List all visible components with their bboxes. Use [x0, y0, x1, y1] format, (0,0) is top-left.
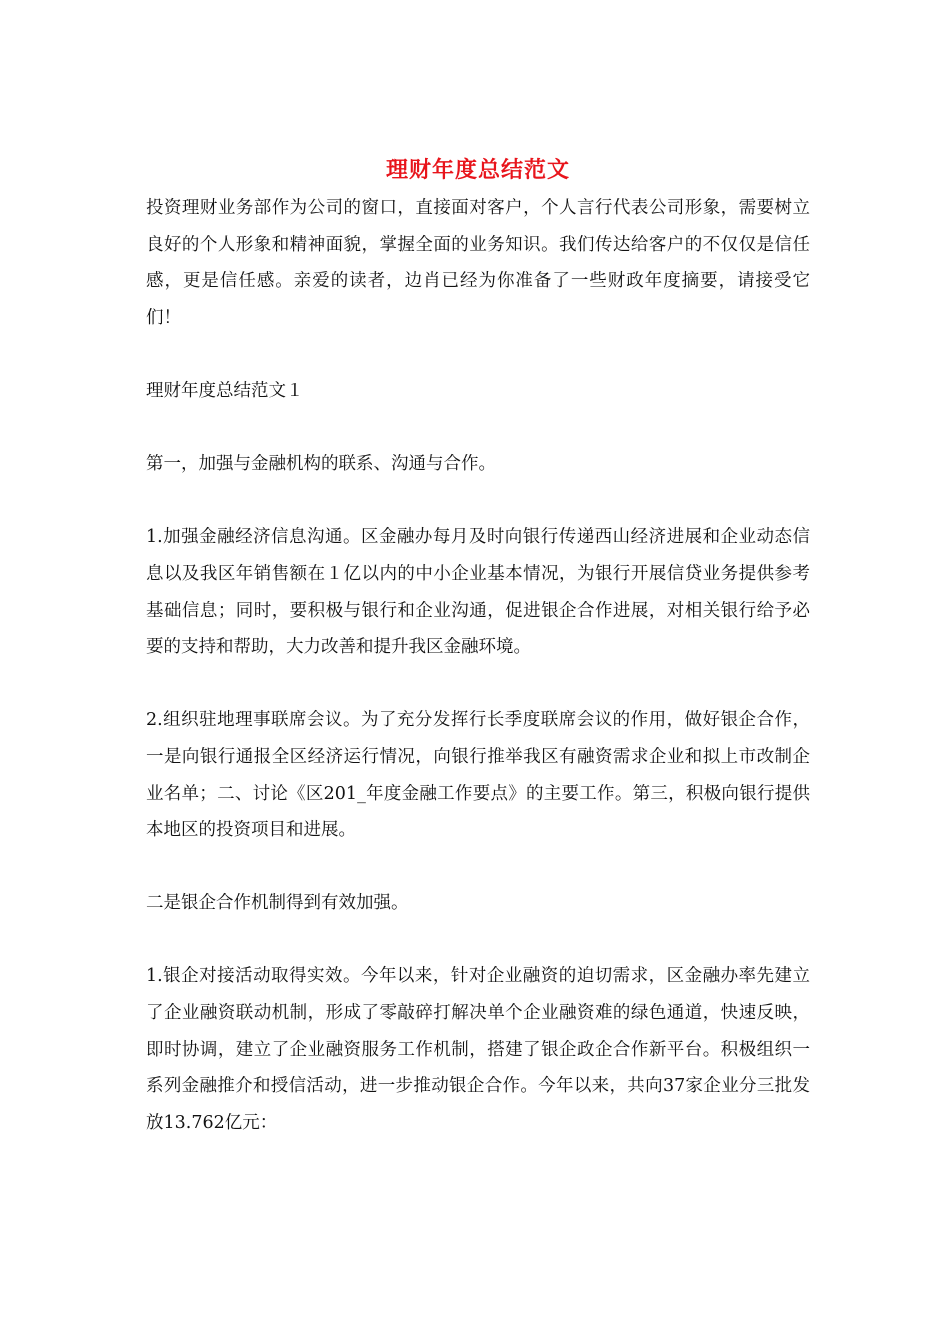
item-2-paragraph: 2.组织驻地理事联席会议。为了充分发挥行长季度联席会议的作用，做好银企合作，一是向银行通报全区经济运行情况，向银行推举我区有融资需求企业和拟上市改制企业名单；二、讨论《区201_年度金融工作要点》的主要工作。第三，积极向银行提供本地区的投资项目和进展。	[146, 710, 810, 841]
part-one-heading: 第一，加强与金融机构的联系、沟通与合作。	[146, 454, 496, 475]
section-heading: 理财年度总结范文１	[146, 380, 304, 401]
document-page	[146, 150, 810, 1141]
document-title: 理财年度总结范文	[385, 157, 570, 183]
part-two-heading: 二是银企合作机制得到有效加强。	[146, 893, 409, 914]
intro-paragraph: 投资理财业务部作为公司的窗口，直接面对客户，个人言行代表公司形象，需要树立良好的个人形象和精神面貌，掌握全面的业务知识。我们传达给客户的不仅仅是信任感，更是信任感。亲爱的读者，边肖已经为你准备了一些财政年度摘要，请接受它们！	[146, 198, 810, 328]
item-3-paragraph: 1.银企对接活动取得实效。今年以来，针对企业融资的迫切需求，区金融办率先建立了企业融资联动机制，形成了零敲碎打解决单个企业融资难的绿色通道，快速反映，即时协调，建立了企业融资服务工作机制，搭建了银企政企合作新平台。积极组织一系列金融推介和授信活动，进一步推动银企合作。今年以来，共向37家企业分三批发放13.762亿元：	[146, 966, 810, 1133]
item-1-paragraph: 1.加强金融经济信息沟通。区金融办每月及时向银行传递西山经济进展和企业动态信息以及我区年销售额在１亿以内的中小企业基本情况，为银行开展信贷业务提供参考基础信息；同时，要积极与银行和企业沟通，促进银企合作进展，对相关银行给予必要的支持和帮助，大力改善和提升我区金融环境。	[146, 527, 810, 658]
